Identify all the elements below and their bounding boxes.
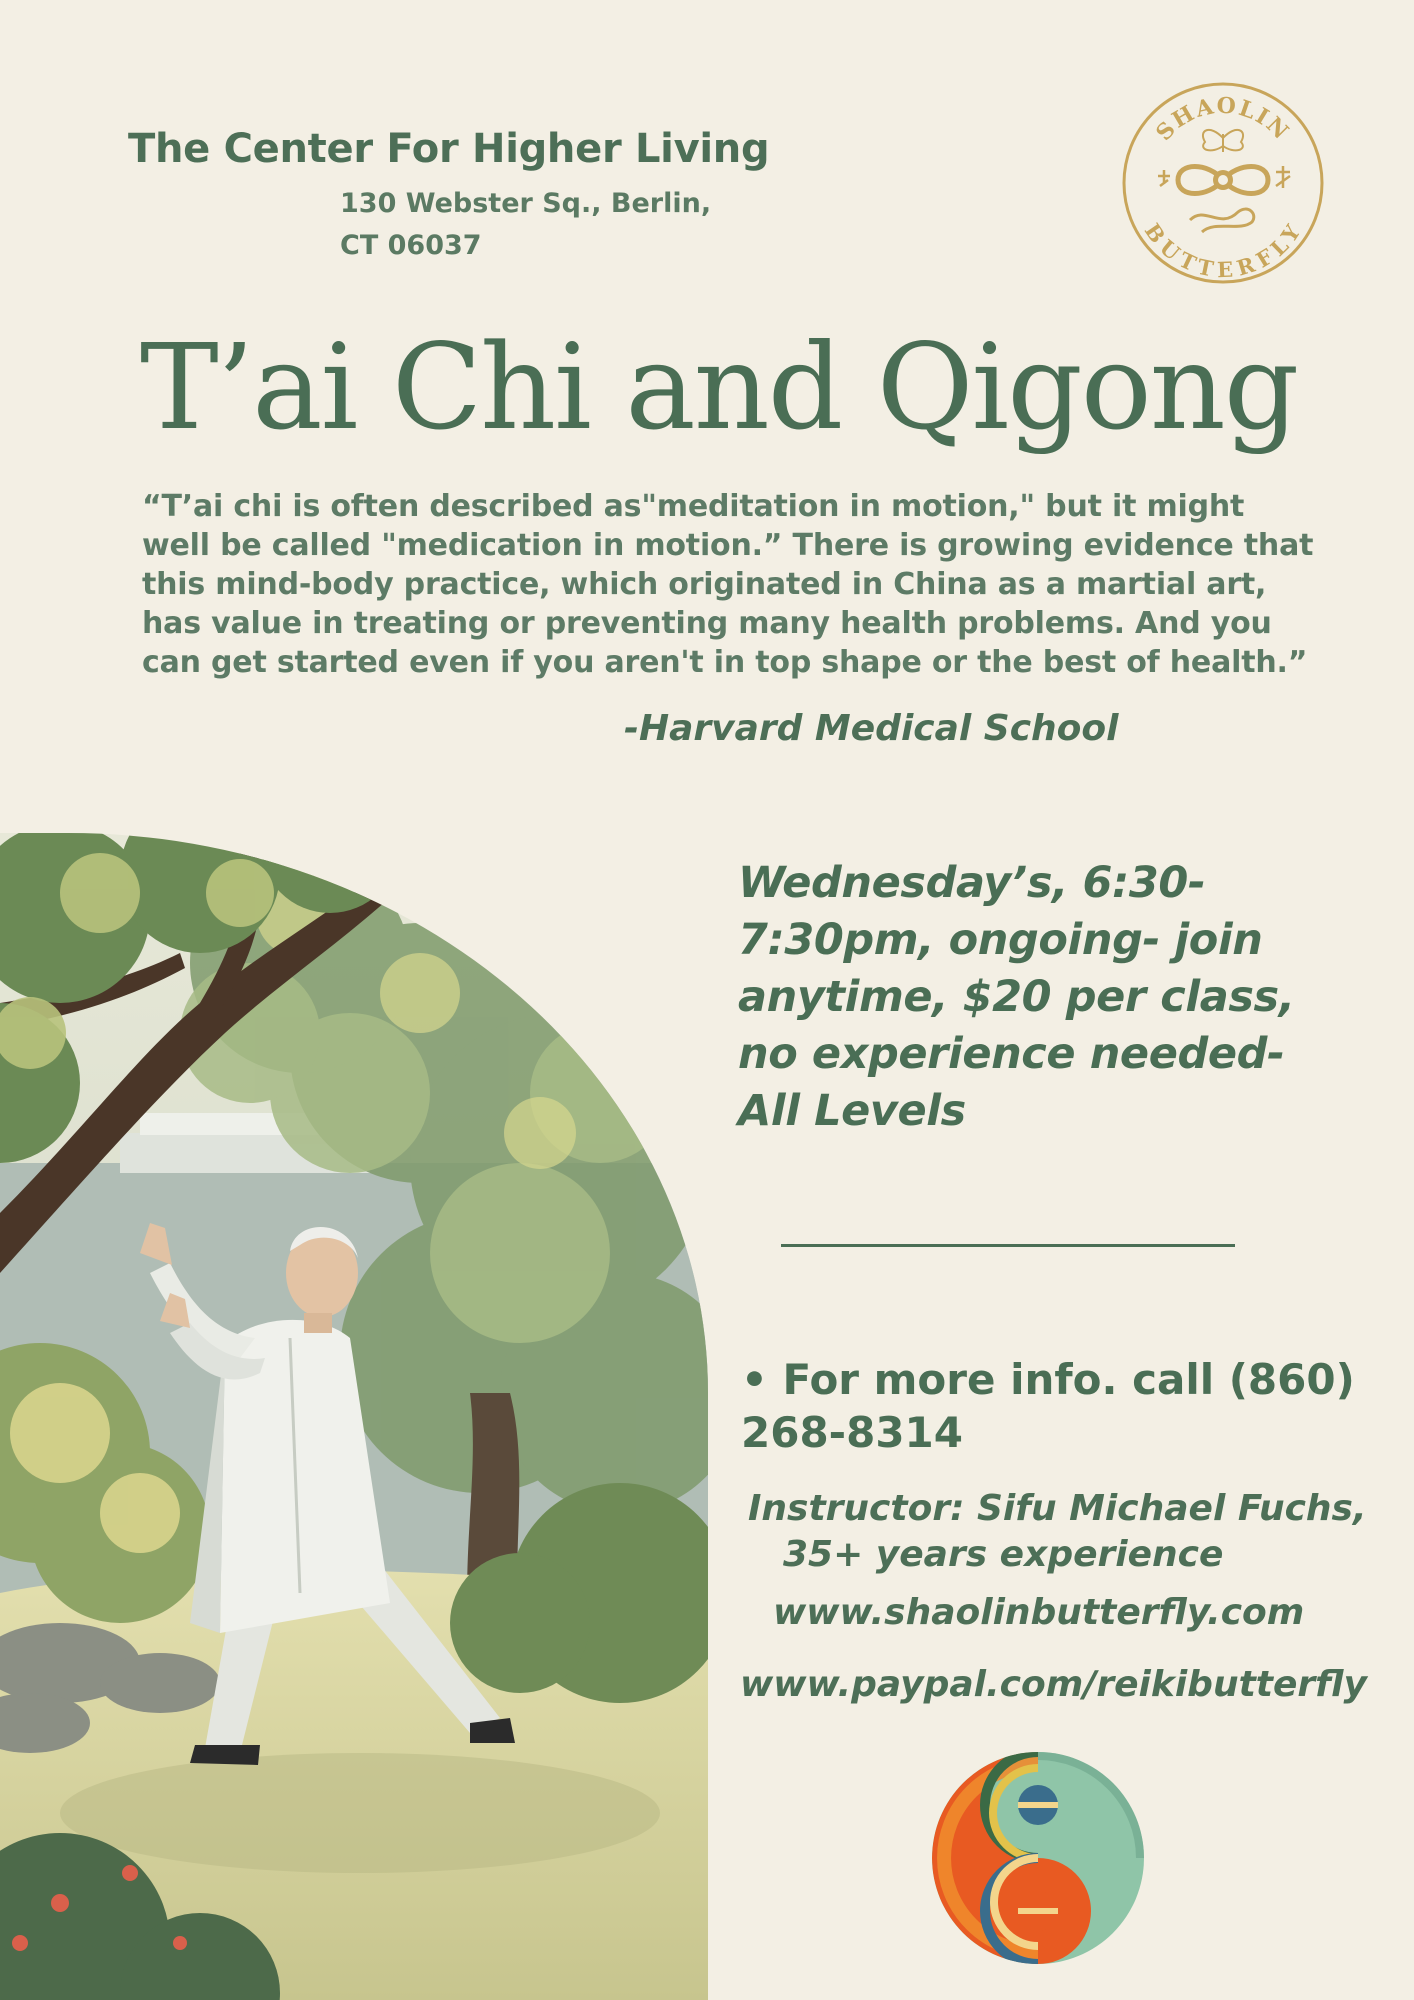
quote-block — [142, 487, 1314, 682]
page-title: T’ai Chi and Qigong — [140, 318, 1298, 456]
quote-line: has value in treating or preventing many health problems. And you — [142, 606, 1272, 641]
paypal-link[interactable]: www.paypal.com/reikibutterfly — [740, 1664, 1367, 1705]
phone-line: 268-8314 — [741, 1408, 963, 1457]
seal-top-text: SHAOLIN — [1150, 92, 1295, 147]
schedule-line: no experience needed- — [738, 1029, 1285, 1079]
shaolin-butterfly-seal-icon — [1120, 80, 1326, 286]
center-name: The Center For Higher Living — [128, 126, 770, 172]
schedule-line: All Levels — [738, 1086, 966, 1136]
section-divider — [781, 1244, 1235, 1247]
schedule-line: anytime, $20 per class, — [738, 972, 1295, 1022]
svg-text:BUTTERFLY — [1140, 219, 1307, 283]
quote-line: well be called "medication in motion.” There is growing evidence that — [142, 528, 1314, 563]
address-line-1: 130 Webster Sq., Berlin, — [340, 188, 712, 219]
schedule-line: 7:30pm, ongoing- join — [738, 915, 1263, 965]
yin-yang-icon — [930, 1750, 1146, 1966]
quote-line: can get started even if you aren't in top shape or the best of health.” — [142, 645, 1308, 680]
quote-attribution: -Harvard Medical School — [624, 708, 1119, 749]
schedule-line: Wednesday’s, 6:30- — [738, 858, 1206, 908]
address-line-2: CT 06037 — [340, 230, 482, 261]
quote-line: “T’ai chi is often described as"meditation in motion," but it might — [142, 489, 1245, 524]
instructor-experience: 35+ years experience — [783, 1534, 1224, 1575]
class-schedule — [738, 855, 1378, 1140]
quote-line: this mind-body practice, which originated in China as a martial art, — [142, 567, 1267, 602]
phone-info — [741, 1353, 1355, 1459]
instructor-line: Instructor: Sifu Michael Fuchs, — [748, 1488, 1367, 1529]
seal-bottom-text: BUTTERFLY — [1139, 218, 1307, 283]
phone-line: • For more info. call (860) — [741, 1355, 1355, 1404]
instructor-info — [748, 1486, 1367, 1578]
tai-chi-illustration — [0, 833, 708, 2000]
website-link[interactable]: www.shaolinbutterfly.com — [773, 1592, 1305, 1633]
